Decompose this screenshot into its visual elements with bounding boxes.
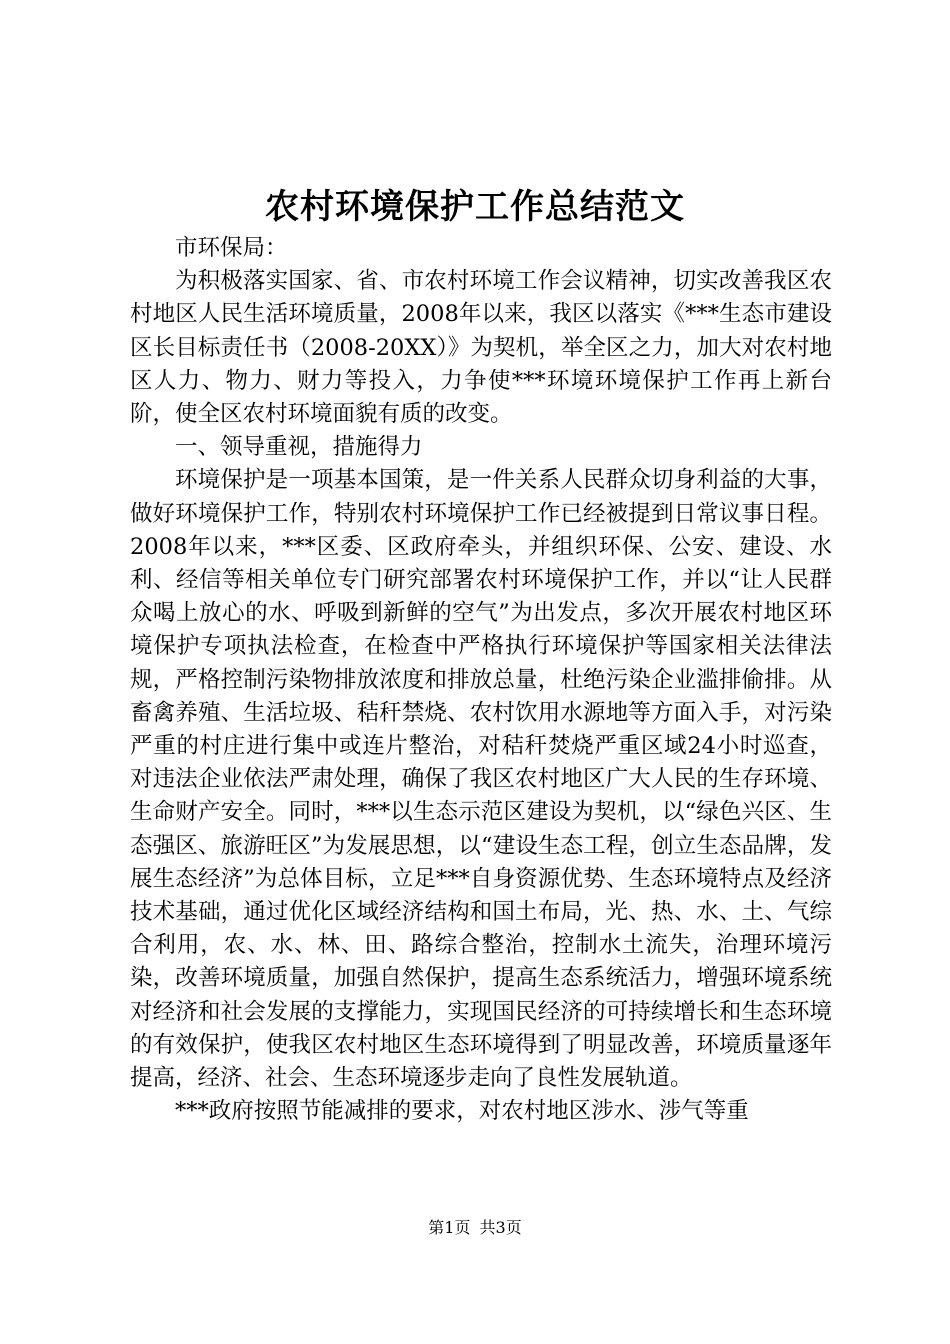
page-number: 第1页 <box>428 1218 471 1237</box>
paragraph: ***政府按照节能减排的要求，对农村地区涉水、涉气等重 <box>175 1098 749 1125</box>
salutation: 市环保局： <box>175 235 288 261</box>
paragraph: 为积极落实国家、省、市农村环境工作会议精神，切实改善我区农村地区人民生活环境质量，2008年以来，我区以落实《***生态市建设区长目标责任书（2008-20XX）》为契机，举全区之力，加大对农村地区人力、物力、财力等投入，力争使***环境环境保护工作再上新台阶，使全区农村环境面貌有质的改变。 <box>130 268 832 428</box>
paragraph: 环境保护是一项基本国策，是一件关系人民群众切身利益的大事，做好环境保护工作，特别农村环境保护工作已经被提到日常议事日程。2008年以来，***区委、区政府牵头，并组织环保、公安、建设、水利、经信等相关单位专门研究部署农村环境保护工作，并以“让人民群众喝上放心的水、呼吸到新鲜的空气”为出发点，多次开展农村地区环境保护专项执法检查，在检查中严格执行环境保护等国家相关法律法规，严格控制污染物排放浓度和排放总量，杜绝污染企业滥排偷排。从畜禽养殖、生活垃圾、秸秆禁烧、农村饮用水源地等方面入手，对污染严重的村庄进行集中或连片整治，对秸秆焚烧严重区域24小时巡查，对违法企业依法严肃处理，确保了我区农村地区广大人民的生存环境、生命财产安全。同时，***以生态示范区建设为契机，以“绿色兴区、生态强区、旅游旺区”为发展思想，以“建设生态工程，创立生态品牌，发展生态经济”为总体目标，立足***自身资源优势、生态环境特点及经济技术基础，通过优化区域经济结构和国土布局，光、热、水、土、气综合利用，农、水、林、田、路综合整治，控制水土流失，治理环境污染，改善环境质量，加强自然保护，提高生态系统活力，增强环境系统对经济和社会发展的支撑能力，实现国民经济的可持续增长和生态环境的有效保护，使我区农村地区生态环境得到了明显改善，环境质量逐年提高，经济、社会、生态环境逐步走向了良性发展轨道。 <box>130 467 832 1092</box>
section-heading: 一、领导重视，措施得力 <box>175 434 423 461</box>
page-total: 共3页 <box>479 1218 522 1237</box>
page-footer <box>0 1216 950 1240</box>
document-title: 农村环境保护工作总结范文 <box>265 187 685 227</box>
document-body <box>130 232 832 1128</box>
